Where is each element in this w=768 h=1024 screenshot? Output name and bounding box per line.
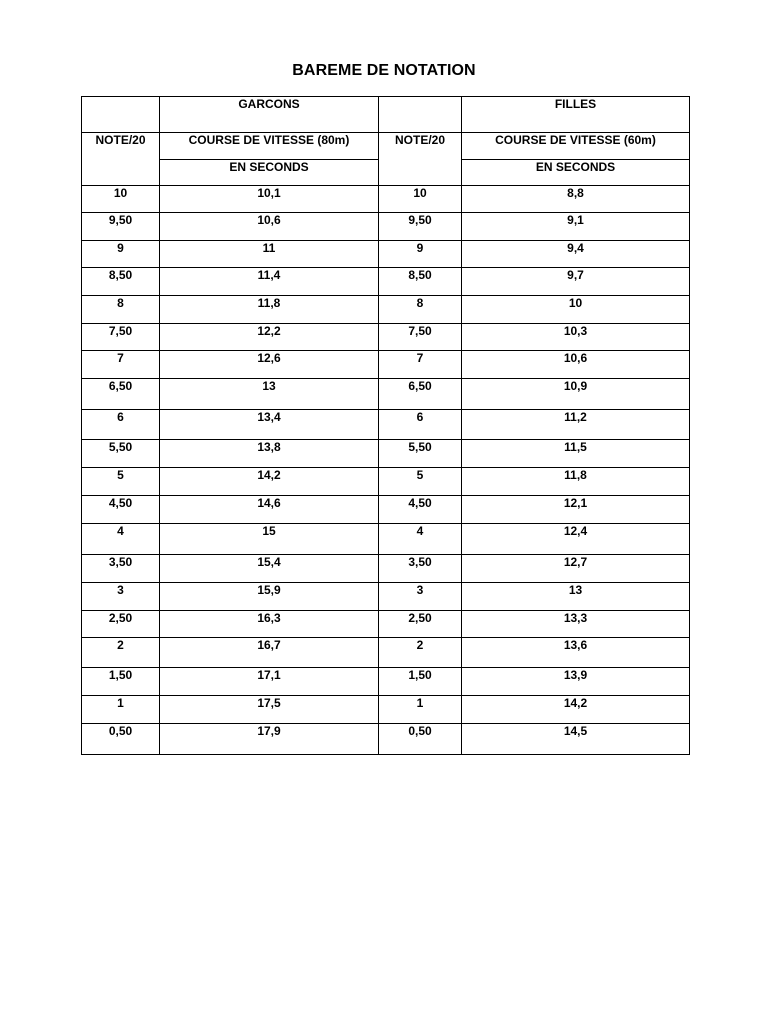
table-row <box>82 668 690 696</box>
note-cell-boys: 1 <box>82 696 160 724</box>
note-cell-girls: 7 <box>379 351 462 379</box>
table-row <box>82 186 690 213</box>
time-cell-boys: 11,4 <box>160 268 379 296</box>
time-cell-girls: 14,5 <box>462 724 690 755</box>
note-cell-boys: 9 <box>82 241 160 268</box>
time-cell-girls: 11,5 <box>462 440 690 468</box>
note-cell-boys: 5,50 <box>82 440 160 468</box>
unit-header-boys: EN SECONDS <box>160 160 379 186</box>
table-row <box>82 379 690 410</box>
column-header-row <box>82 133 690 160</box>
group-header-boys: GARCONS <box>160 97 379 133</box>
time-cell-girls: 10,6 <box>462 351 690 379</box>
note-header-boys: NOTE/20 <box>82 133 160 186</box>
note-cell-girls: 2,50 <box>379 611 462 638</box>
table-row <box>82 213 690 241</box>
note-cell-girls: 8,50 <box>379 268 462 296</box>
time-cell-boys: 15,9 <box>160 583 379 611</box>
note-header-girls: NOTE/20 <box>379 133 462 186</box>
empty-header-cell <box>82 97 160 133</box>
time-cell-boys: 12,6 <box>160 351 379 379</box>
time-cell-boys: 11,8 <box>160 296 379 324</box>
note-cell-boys: 5 <box>82 468 160 496</box>
time-cell-girls: 11,8 <box>462 468 690 496</box>
table-row <box>82 611 690 638</box>
note-cell-girls: 3,50 <box>379 555 462 583</box>
note-cell-girls: 1,50 <box>379 668 462 696</box>
table-row <box>82 296 690 324</box>
note-cell-boys: 3 <box>82 583 160 611</box>
time-cell-boys: 14,6 <box>160 496 379 524</box>
note-cell-girls: 0,50 <box>379 724 462 755</box>
table-row <box>82 351 690 379</box>
time-cell-boys: 15 <box>160 524 379 555</box>
time-cell-girls: 9,4 <box>462 241 690 268</box>
note-cell-girls: 4,50 <box>379 496 462 524</box>
time-cell-boys: 12,2 <box>160 324 379 351</box>
note-cell-boys: 8,50 <box>82 268 160 296</box>
note-cell-girls: 2 <box>379 638 462 668</box>
time-cell-boys: 13,8 <box>160 440 379 468</box>
time-cell-boys: 10,1 <box>160 186 379 213</box>
unit-header-girls: EN SECONDS <box>462 160 690 186</box>
note-cell-boys: 0,50 <box>82 724 160 755</box>
empty-header-cell <box>379 97 462 133</box>
time-cell-girls: 13,6 <box>462 638 690 668</box>
note-cell-girls: 6,50 <box>379 379 462 410</box>
time-cell-boys: 13,4 <box>160 410 379 440</box>
time-cell-girls: 12,7 <box>462 555 690 583</box>
time-cell-girls: 10 <box>462 296 690 324</box>
table-row <box>82 524 690 555</box>
note-cell-boys: 6,50 <box>82 379 160 410</box>
table-row <box>82 583 690 611</box>
note-cell-boys: 1,50 <box>82 668 160 696</box>
table-row <box>82 696 690 724</box>
table-row <box>82 410 690 440</box>
time-cell-girls: 14,2 <box>462 696 690 724</box>
time-cell-girls: 10,3 <box>462 324 690 351</box>
time-cell-boys: 17,1 <box>160 668 379 696</box>
time-cell-boys: 17,9 <box>160 724 379 755</box>
note-cell-boys: 9,50 <box>82 213 160 241</box>
time-cell-boys: 16,7 <box>160 638 379 668</box>
course-header-boys: COURSE DE VITESSE (80m) <box>160 133 379 160</box>
group-header-row <box>82 97 690 133</box>
time-cell-boys: 16,3 <box>160 611 379 638</box>
note-cell-girls: 5,50 <box>379 440 462 468</box>
time-cell-girls: 13 <box>462 583 690 611</box>
note-cell-boys: 7,50 <box>82 324 160 351</box>
note-cell-girls: 5 <box>379 468 462 496</box>
note-cell-girls: 9,50 <box>379 213 462 241</box>
time-cell-girls: 9,7 <box>462 268 690 296</box>
time-cell-girls: 13,9 <box>462 668 690 696</box>
table-row <box>82 241 690 268</box>
note-cell-boys: 6 <box>82 410 160 440</box>
table-row <box>82 724 690 755</box>
note-cell-girls: 6 <box>379 410 462 440</box>
note-cell-girls: 10 <box>379 186 462 213</box>
table-row <box>82 638 690 668</box>
note-cell-boys: 10 <box>82 186 160 213</box>
note-cell-boys: 3,50 <box>82 555 160 583</box>
note-cell-boys: 7 <box>82 351 160 379</box>
page-title: BAREME DE NOTATION <box>292 62 476 79</box>
note-cell-boys: 2,50 <box>82 611 160 638</box>
table-row <box>82 555 690 583</box>
time-cell-boys: 13 <box>160 379 379 410</box>
note-cell-girls: 3 <box>379 583 462 611</box>
time-cell-girls: 12,1 <box>462 496 690 524</box>
note-cell-girls: 4 <box>379 524 462 555</box>
time-cell-girls: 8,8 <box>462 186 690 213</box>
table-row <box>82 468 690 496</box>
note-cell-boys: 2 <box>82 638 160 668</box>
time-cell-girls: 9,1 <box>462 213 690 241</box>
table-row <box>82 324 690 351</box>
note-cell-girls: 7,50 <box>379 324 462 351</box>
time-cell-boys: 10,6 <box>160 213 379 241</box>
note-cell-girls: 1 <box>379 696 462 724</box>
note-cell-boys: 4,50 <box>82 496 160 524</box>
table-row <box>82 268 690 296</box>
time-cell-girls: 13,3 <box>462 611 690 638</box>
grading-table <box>81 96 690 755</box>
time-cell-girls: 12,4 <box>462 524 690 555</box>
time-cell-boys: 14,2 <box>160 468 379 496</box>
time-cell-boys: 17,5 <box>160 696 379 724</box>
table-row <box>82 440 690 468</box>
note-cell-girls: 9 <box>379 241 462 268</box>
time-cell-girls: 11,2 <box>462 410 690 440</box>
time-cell-girls: 10,9 <box>462 379 690 410</box>
time-cell-boys: 15,4 <box>160 555 379 583</box>
note-cell-boys: 8 <box>82 296 160 324</box>
course-header-girls: COURSE DE VITESSE (60m) <box>462 133 690 160</box>
note-cell-boys: 4 <box>82 524 160 555</box>
time-cell-boys: 11 <box>160 241 379 268</box>
table-row <box>82 496 690 524</box>
group-header-girls: FILLES <box>462 97 690 133</box>
note-cell-girls: 8 <box>379 296 462 324</box>
